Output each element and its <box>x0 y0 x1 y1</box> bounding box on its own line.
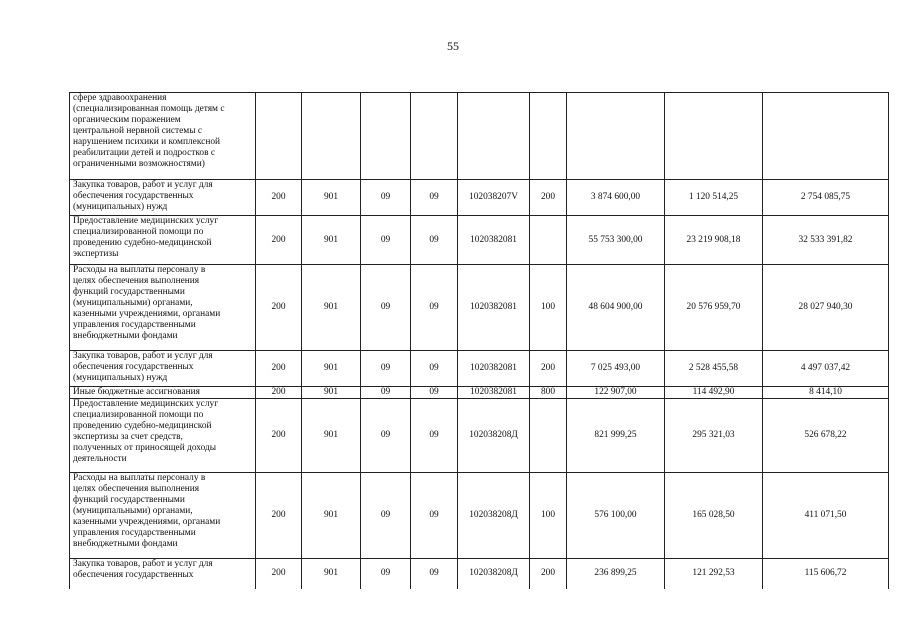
approved-amount-cell: 3 874 600,00 <box>567 180 665 216</box>
subsection-code-cell: 09 <box>411 399 458 473</box>
target-article-cell: 1020382081 <box>458 216 530 265</box>
expense-type-cell: 200 <box>530 180 567 216</box>
expense-name-line: казенными учреждениями, органами <box>73 309 221 319</box>
expense-name-line: Предоставление медицинских услуг <box>73 216 219 226</box>
ministry-code-cell: 200 <box>256 180 302 216</box>
expense-name-cell <box>70 473 256 559</box>
approved-amount-cell: 55 753 300,00 <box>567 216 665 265</box>
target-article-cell: 102038207V <box>458 180 530 216</box>
executed-amount-cell: 295 321,03 <box>665 399 763 473</box>
expense-name-line: (муниципальных) нужд <box>73 202 168 212</box>
table-row <box>70 93 889 180</box>
remaining-amount-cell: 8 414,10 <box>763 387 889 399</box>
expense-name-line: целях обеспечения выполнения <box>73 484 200 494</box>
expense-name-line: центральной нервной системы с <box>73 126 203 136</box>
expense-type-cell: 100 <box>530 473 567 559</box>
target-article-cell: 102038208Д <box>458 473 530 559</box>
expense-type-cell: 100 <box>530 265 567 351</box>
expense-name-line: казенными учреждениями, органами <box>73 517 221 527</box>
executed-amount-cell: 1 120 514,25 <box>665 180 763 216</box>
grbs-code-cell: 901 <box>302 180 361 216</box>
expense-name-cell <box>70 387 256 399</box>
page-number: 55 <box>447 39 459 53</box>
expense-name-line: органическим поражением <box>73 115 181 125</box>
target-article-cell <box>458 93 530 180</box>
expense-type-cell: 200 <box>530 351 567 387</box>
expense-name-line: деятельности <box>73 454 127 464</box>
grbs-code-cell <box>302 93 361 180</box>
expense-name-cell <box>70 559 256 589</box>
expense-name-line: функций государственными <box>73 287 185 297</box>
approved-amount-cell: 7 025 493,00 <box>567 351 665 387</box>
approved-amount-cell: 576 100,00 <box>567 473 665 559</box>
section-code-cell: 09 <box>361 399 411 473</box>
expense-name-line: Закупка товаров, работ и услуг для <box>73 351 213 361</box>
subsection-code-cell: 09 <box>411 559 458 589</box>
ministry-code-cell: 200 <box>256 559 302 589</box>
table-row <box>70 216 889 265</box>
expense-type-cell <box>530 216 567 265</box>
section-code-cell: 09 <box>361 265 411 351</box>
executed-amount-cell: 20 576 959,70 <box>665 265 763 351</box>
table-row <box>70 351 889 387</box>
remaining-amount-cell: 4 497 037,42 <box>763 351 889 387</box>
expense-name-line: ограниченными возможностями) <box>73 159 205 169</box>
expense-name-line: (муниципальными) органами, <box>73 506 193 516</box>
remaining-amount-cell: 526 678,22 <box>763 399 889 473</box>
expense-name-line: Иные бюджетные ассигнования <box>73 387 200 397</box>
subsection-code-cell <box>411 93 458 180</box>
expense-name-line: проведению судебно-медицинской <box>73 238 212 248</box>
executed-amount-cell: 114 492,90 <box>665 387 763 399</box>
target-article-cell: 1020382081 <box>458 387 530 399</box>
expense-type-cell <box>530 399 567 473</box>
subsection-code-cell: 09 <box>411 216 458 265</box>
table-body <box>70 93 889 589</box>
grbs-code-cell: 901 <box>302 265 361 351</box>
expense-name-line: обеспечения государственных <box>73 362 194 372</box>
approved-amount-cell <box>567 93 665 180</box>
expense-name-cell <box>70 216 256 265</box>
expense-name-line: проведению судебно-медицинской <box>73 421 212 431</box>
ministry-code-cell: 200 <box>256 473 302 559</box>
grbs-code-cell: 901 <box>302 387 361 399</box>
expense-name-line: целях обеспечения выполнения <box>73 276 200 286</box>
expense-name-line: Расходы на выплаты персоналу в <box>73 473 206 483</box>
expense-name-line: внебюджетными фондами <box>73 539 178 549</box>
table-row <box>70 180 889 216</box>
subsection-code-cell: 09 <box>411 265 458 351</box>
subsection-code-cell: 09 <box>411 180 458 216</box>
expense-name-line: Расходы на выплаты персоналу в <box>73 265 206 275</box>
executed-amount-cell: 121 292,53 <box>665 559 763 589</box>
remaining-amount-cell: 115 606,72 <box>763 559 889 589</box>
expense-name-line: Закупка товаров, работ и услуг для <box>73 559 213 569</box>
table-row <box>70 559 889 589</box>
budget-table <box>69 92 889 589</box>
table-row <box>70 473 889 559</box>
table-row <box>70 265 889 351</box>
target-article-cell: 102038208Д <box>458 559 530 589</box>
expense-name-line: специализированной помощи по <box>73 410 204 420</box>
expense-name-line: (муниципальных) нужд <box>73 373 168 383</box>
approved-amount-cell: 122 907,00 <box>567 387 665 399</box>
remaining-amount-cell: 411 071,50 <box>763 473 889 559</box>
table-row <box>70 387 889 399</box>
grbs-code-cell: 901 <box>302 473 361 559</box>
section-code-cell: 09 <box>361 216 411 265</box>
approved-amount-cell: 48 604 900,00 <box>567 265 665 351</box>
expense-name-line: (специализированная помощь детям с <box>73 104 225 114</box>
expense-type-cell <box>530 93 567 180</box>
remaining-amount-cell <box>763 93 889 180</box>
section-code-cell: 09 <box>361 473 411 559</box>
section-code-cell: 09 <box>361 180 411 216</box>
executed-amount-cell: 2 528 455,58 <box>665 351 763 387</box>
expense-name-line: функций государственными <box>73 495 185 505</box>
target-article-cell: 1020382081 <box>458 265 530 351</box>
expense-type-cell: 200 <box>530 559 567 589</box>
expense-name-line: нарушением психики и комплексной <box>73 137 221 147</box>
section-code-cell: 09 <box>361 387 411 399</box>
ministry-code-cell: 200 <box>256 399 302 473</box>
expense-name-cell <box>70 351 256 387</box>
ministry-code-cell: 200 <box>256 387 302 399</box>
expense-type-cell: 800 <box>530 387 567 399</box>
expense-name-line: Предоставление медицинских услуг <box>73 399 219 409</box>
expense-name-line: экспертизы за счет средств, <box>73 432 183 442</box>
expense-name-line: полученных от приносящей доходы <box>73 443 217 453</box>
table-row <box>70 399 889 473</box>
expense-name-line: обеспечения государственных <box>73 191 194 201</box>
subsection-code-cell: 09 <box>411 387 458 399</box>
expense-name-line: Закупка товаров, работ и услуг для <box>73 180 213 190</box>
grbs-code-cell: 901 <box>302 559 361 589</box>
expense-name-line: реабилитации детей и подростков с <box>73 148 216 158</box>
expense-name-line: управления государственными <box>73 528 196 538</box>
subsection-code-cell: 09 <box>411 351 458 387</box>
executed-amount-cell: 23 219 908,18 <box>665 216 763 265</box>
expense-name-cell <box>70 93 256 180</box>
section-code-cell: 09 <box>361 351 411 387</box>
ministry-code-cell: 200 <box>256 351 302 387</box>
remaining-amount-cell: 2 754 085,75 <box>763 180 889 216</box>
ministry-code-cell: 200 <box>256 265 302 351</box>
expense-name-line: сфере здравоохранения <box>73 93 167 103</box>
approved-amount-cell: 236 899,25 <box>567 559 665 589</box>
section-code-cell: 09 <box>361 559 411 589</box>
expense-name-line: управления государственными <box>73 320 196 330</box>
ministry-code-cell: 200 <box>256 216 302 265</box>
expense-name-cell <box>70 399 256 473</box>
expense-name-cell <box>70 180 256 216</box>
target-article-cell: 102038208Д <box>458 399 530 473</box>
remaining-amount-cell: 32 533 391,82 <box>763 216 889 265</box>
expense-name-line: внебюджетными фондами <box>73 331 178 341</box>
grbs-code-cell: 901 <box>302 399 361 473</box>
approved-amount-cell: 821 999,25 <box>567 399 665 473</box>
ministry-code-cell <box>256 93 302 180</box>
target-article-cell: 1020382081 <box>458 351 530 387</box>
expense-name-cell <box>70 265 256 351</box>
executed-amount-cell: 165 028,50 <box>665 473 763 559</box>
executed-amount-cell <box>665 93 763 180</box>
remaining-amount-cell: 28 027 940,30 <box>763 265 889 351</box>
section-code-cell <box>361 93 411 180</box>
grbs-code-cell: 901 <box>302 351 361 387</box>
grbs-code-cell: 901 <box>302 216 361 265</box>
expense-name-line: экспертизы <box>73 249 119 259</box>
expense-name-line: обеспечения государственных <box>73 570 194 580</box>
expense-name-line: (муниципальными) органами, <box>73 298 193 308</box>
subsection-code-cell: 09 <box>411 473 458 559</box>
expense-name-line: специализированной помощи по <box>73 227 204 237</box>
